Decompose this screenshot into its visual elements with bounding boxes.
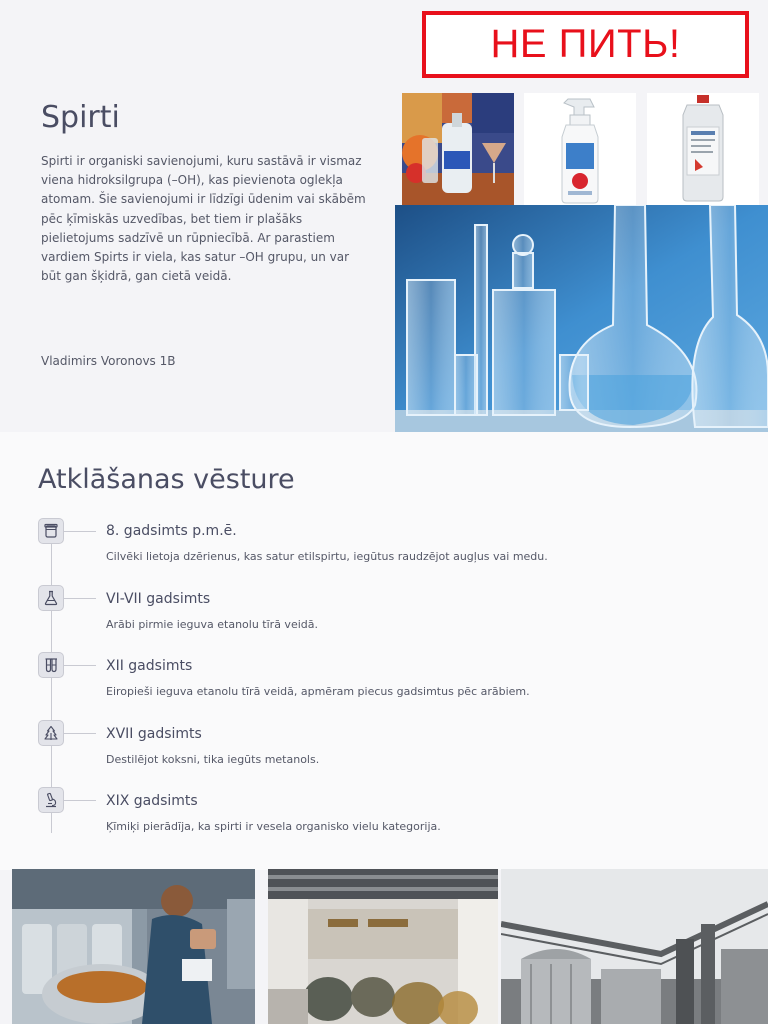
timeline-connector — [64, 598, 96, 599]
spray-bottle-photo — [524, 93, 636, 206]
timeline-title: XIX gadsimts — [106, 793, 198, 809]
test-tubes-icon — [38, 652, 64, 678]
warning-box — [422, 11, 749, 78]
timeline-connector — [64, 665, 96, 666]
tree-icon — [38, 720, 64, 746]
timeline-description: Arābi pirmie ieguva etanolu tīrā veidā. — [106, 618, 318, 631]
timeline-connector — [64, 531, 96, 532]
timeline-description: Cilvēki lietoja dzērienus, kas satur etilspirtu, iegūtus raudzējot augļus vai medu. — [106, 550, 548, 563]
industrial-plant-photo — [501, 869, 768, 1024]
timeline-connector — [64, 733, 96, 734]
timeline-title: XII gadsimts — [106, 658, 193, 674]
timeline-connector — [64, 800, 96, 801]
lab-glassware-photo — [395, 205, 768, 432]
distillery-room-photo — [268, 869, 498, 1024]
vodka-drinks-photo — [402, 93, 514, 205]
timeline-description: Ķīmiķi pierādīja, ka spirti ir vesela organisko vielu kategorija. — [106, 820, 441, 833]
chemical-can-photo — [647, 93, 759, 205]
author-name: Vladimirs Voronovs 1B — [41, 354, 176, 368]
microscope-icon — [38, 787, 64, 813]
intro-paragraph: Spirti ir organiski savienojumi, kuru sastāvā ir vismaz viena hidroksilgrupa (–OH), kas pievienota oglekļa atomam. Šie savienojumi ir līdzīgi ūdenim vai skābēm pēc ķīmiskās uzvedības, bet tiem ir plašāks pielietojums sadzīvē un rūpniecībā. Ar parastiem vardiem Spirts ir viela, kas satur –OH grupu, un var būt gan šķidrā, gan cietā veidā. — [41, 154, 366, 284]
timeline-title: XVII gadsimts — [106, 726, 202, 742]
warning-text: НЕ ПИТЬ! — [490, 22, 681, 66]
flask-icon — [38, 585, 64, 611]
timeline-description: Destilējot koksni, tika iegūts metanols. — [106, 753, 320, 766]
timeline-description: Eiropieši ieguva etanolu tīrā veidā, apmēram piecus gadsimtus pēc arābiem. — [106, 685, 530, 698]
brewer-photo — [12, 869, 255, 1024]
timeline-title: 8. gadsimts p.m.ē. — [106, 523, 237, 539]
page-title: Spirti — [41, 100, 120, 135]
jar-icon — [38, 518, 64, 544]
timeline-title: VI-VII gadsimts — [106, 591, 211, 607]
history-heading: Atklāšanas vēsture — [38, 464, 295, 495]
